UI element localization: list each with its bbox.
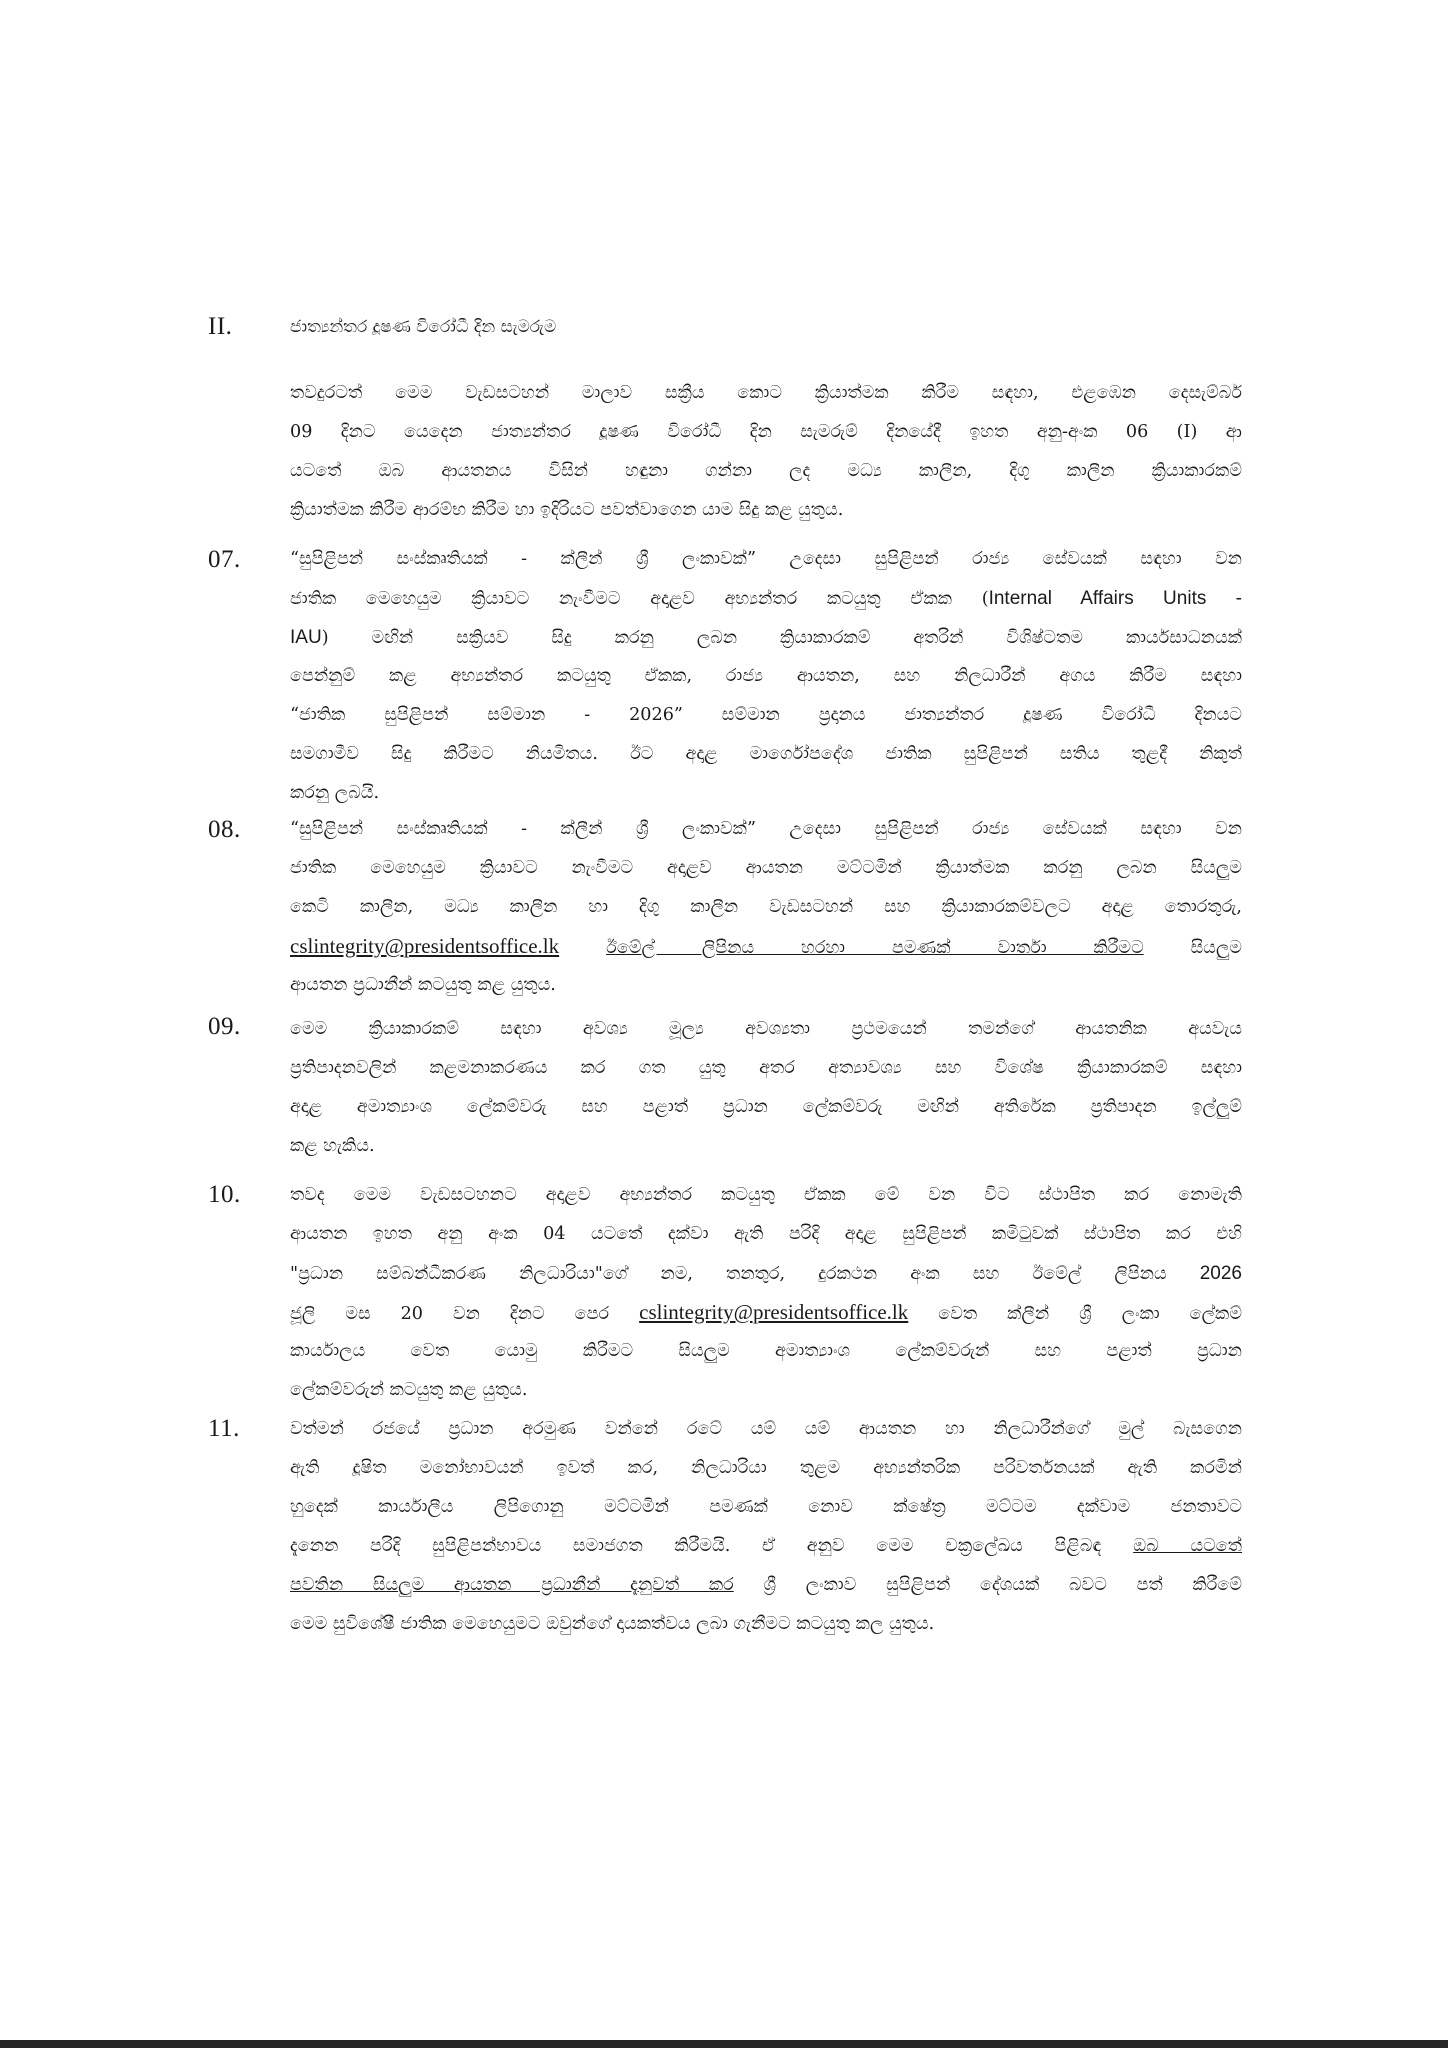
paragraph-07 — [290, 540, 1242, 813]
paragraph-ii — [290, 374, 1242, 530]
line-text: ශ්‍රී ලංකාව සුපිළිපන් දේශයක් බවට පත් කිරීමේ — [763, 1575, 1243, 1595]
email-link[interactable]: cslintegrity@presidentsoffice.lk — [290, 934, 560, 958]
paragraph-line: අදාළ අමාත්‍යාංශ ලේකම්වරු සහ පළාත් ප්‍රධාන ලේකම්වරු මඟින් අතිරේක ප්‍රතිපාදන ඉල්ලුම් — [290, 1097, 1242, 1117]
paragraph-line — [290, 927, 1242, 966]
section-number: 11. — [208, 1415, 240, 1442]
english-text: Internal Affairs Units - — [988, 588, 1242, 609]
paragraph-09 — [290, 1010, 1242, 1166]
paragraph-line: “ජාතික සුපිළිපන් සම්මාන - 2026” සම්මාන ප්‍රදානය ජාත්‍යන්තර දූෂණ විරෝධී දිනයට — [290, 705, 1242, 725]
paragraph-line: සමගාමීව සිදු කිරීමට නියමිතය. ඊට අදාළ මාර්ගෝපදේශ ජාතික සුපිළිපන් සතිය තුළදී නිකුත් — [290, 744, 1242, 764]
paragraph-line: කාර්යාලය වෙත යොමු කිරීමට සියලුම අමාත්‍යාංශ ලේකම්වරුන් සහ පළාත් ප්‍රධාන — [290, 1341, 1242, 1361]
paragraph-line: තවද මෙම වැඩසටහනට අදාළව අභ්‍යන්තර කටයුතු ඒකක මේ වන විට ස්ථාපිත කර නොමැති — [290, 1185, 1242, 1205]
section-number: II. — [208, 313, 233, 340]
section-number: 10. — [208, 1181, 241, 1208]
paragraph-line: මෙම සුවිශේෂී ජාතික මෙහෙයුමට ඔවුන්ගේ දායකත්වය ලබා ගැනීමට කටයුතු කල යුතුය. — [290, 1614, 935, 1634]
paragraph-line: තවදුරටත් මෙම වැඩසටහන් මාලාව සක්‍රීය කොට ක්‍රියාත්මක කිරීම සඳහා, එළඹෙන දෙසැම්බර් — [290, 383, 1242, 403]
english-text: IAU — [290, 627, 322, 648]
paragraph-line: ප්‍රතිපාදනවලින් කළමනාකරණය කර ගත යුතු අතර අත්‍යාවශ්‍ය සහ විශේෂ ක්‍රියාකාරකම් සඳහා — [290, 1058, 1242, 1078]
line-text: වෙත ක්ලීන් ශ්‍රී ලංකා ලේකම් — [938, 1304, 1242, 1324]
line-text: ) මඟින් සක්‍රියව සිදු කරනු ලබන ක්‍රියාකාරකම් අතරින් විශිෂ්ටතම කාර්යසාධනයක් — [321, 628, 1242, 648]
paragraph-line: ක්‍රියාත්මක කිරීම ආරම්භ කිරීම හා ඉදිරියට පවත්වාගෙන යාම සිදු කළ යුතුය. — [290, 500, 844, 520]
paragraph-line: කෙටි කාලීන, මධ්‍ය කාලීන හා දිගු කාලීන වැඩසටහන් සහ ක්‍රියාකාරකම්වලට අදාළ තොරතුරු, — [290, 897, 1242, 917]
section-number: 09. — [208, 1013, 241, 1040]
paragraph-line — [290, 618, 1242, 657]
email-link[interactable]: cslintegrity@presidentsoffice.lk — [639, 1300, 909, 1324]
paragraph-line: වත්මන් රජයේ ප්‍රධාන අරමුණ වන්නේ රටේ යම් යම් ආයතන හා නිලධාරීන්ගේ මුල් බැසගෙන — [290, 1419, 1242, 1439]
paragraph-line — [290, 1293, 1242, 1332]
paragraph-line: කරනු ලබයි. — [290, 783, 380, 803]
year-text: 2026 — [1199, 1263, 1243, 1284]
line-text: ජාතික මෙහෙයුම ක්‍රියාවට නැංවීමට අදාළව අභ්‍යන්තර කටයුතු ඒකක ( — [290, 589, 989, 609]
underlined-text: ඊමේල් ලිපිනය හරහා පමණක් වාර්තා කිරීමට — [606, 938, 1144, 958]
paragraph-08 — [290, 810, 1242, 1005]
paragraph-line: ඇති දූෂිත මනෝභාවයන් ඉවත් කර, නිලධාරියා තුළම අභ්‍යන්තරික පරිවර්තනයක් ඇති කරමින් — [290, 1458, 1242, 1478]
paragraph-line: මෙම ක්‍රියාකාරකම් සඳහා අවශ්‍ය මූල්‍ය අවශ්‍යතා ප්‍රථමයෙන් තමන්ගේ ආයතනික අයවැය — [290, 1019, 1242, 1039]
line-text: සියලුම — [1190, 938, 1243, 958]
line-text: "ප්‍රධාන සම්බන්ධීකරණ නිලධාරියා"ගේ නම, තනතුර, දුරකථන අංක සහ ඊමේල් ලිපිනය — [290, 1264, 1167, 1284]
paragraph-line: “සුපිළිපන් සංස්කෘතියක් - ක්ලීන් ශ්‍රී ලංකාවක්” උදෙසා සුපිළිපන් රාජ්‍ය සේවයක් සඳහා වන — [290, 549, 1242, 569]
section-heading: ජාත්‍යන්තර දූෂණ විරෝධී දින සැමරුම — [290, 317, 557, 337]
scan-edge-bar — [0, 2040, 1448, 2048]
paragraph-line — [290, 1566, 1242, 1605]
section-number: 08. — [208, 816, 241, 843]
line-text: දැනෙන පරිදි සුපිළිපන්භාවය සමාජගත කිරීමයි. ඒ අනුව මෙම චක්‍රලේඛය පිළිබඳ — [290, 1536, 1102, 1556]
line-text: ජූලි මස 20 වන දිනට පෙර — [290, 1304, 610, 1324]
paragraph-line: ලේකම්වරුන් කටයුතු කළ යුතුය. — [290, 1380, 528, 1400]
paragraph-line: ජාතික මෙහෙයුම ක්‍රියාවට නැංවීමට අදාළව ආයතන මට්ටමින් ක්‍රියාත්මක කරනු ලබන සියලුම — [290, 858, 1242, 878]
paragraph-line — [290, 1527, 1242, 1566]
underlined-text: ඔබ යටතේ — [1133, 1536, 1243, 1556]
section-number: 07. — [208, 546, 241, 573]
paragraph-line: “සුපිළිපන් සංස්කෘතියක් - ක්ලීන් ශ්‍රී ලංකාවක්” උදෙසා සුපිළිපන් රාජ්‍ය සේවයක් සඳහා වන — [290, 819, 1242, 839]
paragraph-11 — [290, 1410, 1242, 1644]
paragraph-line: කළ හැකිය. — [290, 1136, 375, 1156]
paragraph-line: ආයතන ඉහත අනු අංක 04 යටතේ දක්වා ඇති පරිදි අදාළ සුපිළිපන් කමිටුවක් ස්ථාපිත කර එහි — [290, 1224, 1242, 1244]
paragraph-line: පෙන්නුම් කළ අභ්‍යන්තර කටයුතු ඒකක, රාජ්‍ය ආයතන, සහ නිලධාරීන් අගය කිරීම සඳහා — [290, 666, 1242, 686]
paragraph-line — [290, 579, 1242, 618]
paragraph-line: ආයතන ප්‍රධානීන් කටයුතු කළ යුතුය. — [290, 975, 556, 995]
paragraph-line: හුදෙක් කාර්යාලීය ලිපිගොනු මට්ටමින් පමණක් නොව ක්ෂේත්‍ර මට්ටම දක්වාම ජනතාවට — [290, 1497, 1242, 1517]
paragraph-line: 09 දිනට යෙදෙන ජාත්‍යන්තර දූෂණ විරෝධී දින සැමරුම් දිනයේදී ඉහත අනු-අංක 06 (I) ආ — [290, 422, 1242, 442]
underlined-text: පවතින සියලුම ආයතන ප්‍රධානීන් දැනුවත් කර — [290, 1575, 734, 1595]
paragraph-line: යටතේ ඔබ ආයතනය විසින් හඳුනා ගන්නා ලද මධ්‍ය කාලීන, දිගු කාලීන ක්‍රියාකාරකම් — [290, 461, 1242, 481]
paragraph-10 — [290, 1176, 1242, 1410]
paragraph-line — [290, 1254, 1242, 1293]
